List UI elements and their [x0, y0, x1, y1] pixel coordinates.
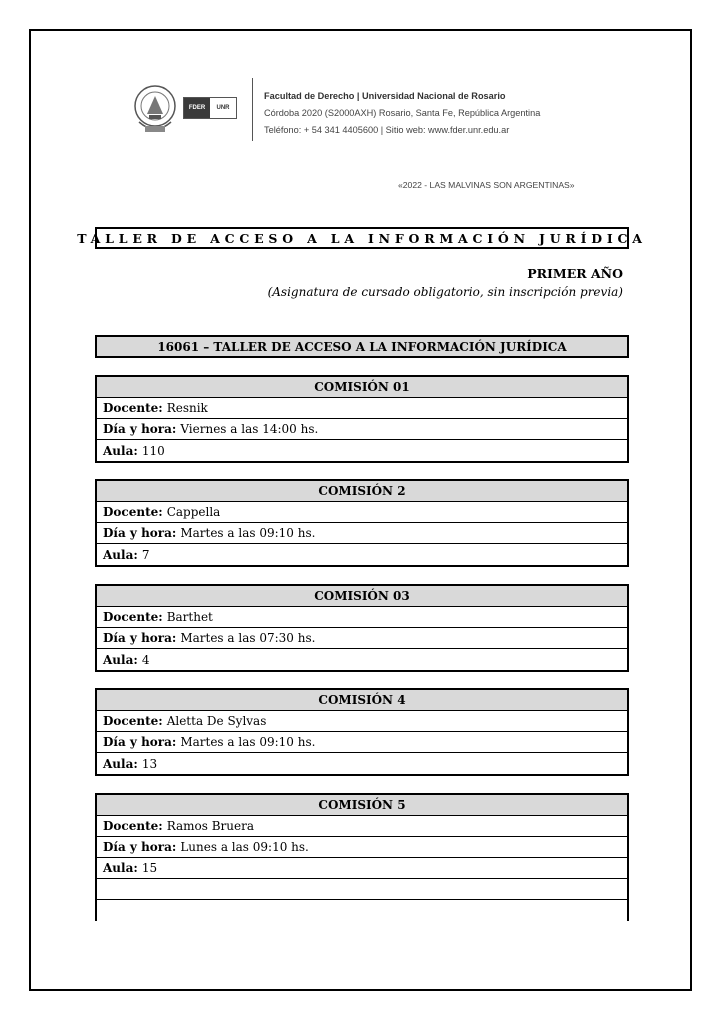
schedule-row	[97, 628, 627, 649]
subject-header: 16061 – TALLER DE ACCESO A LA INFORMACIÓN JURÍDICA	[95, 335, 629, 358]
schedule-value: Martes a las 07:30 hs.	[180, 631, 316, 645]
room-label: Aula:	[103, 547, 138, 562]
schedule-row	[97, 732, 627, 753]
room-label: Aula:	[103, 652, 138, 667]
schedule-row	[97, 419, 627, 440]
commission-table	[95, 793, 629, 921]
commission-name: COMISIÓN 01	[97, 377, 627, 398]
room-label: Aula:	[103, 861, 138, 875]
docente-label: Docente:	[103, 401, 163, 415]
commission-name: COMISIÓN 2	[97, 481, 627, 502]
docente-row	[97, 398, 627, 419]
room-label: Aula:	[103, 443, 138, 458]
room-value: 4	[141, 652, 150, 667]
room-row	[97, 544, 627, 565]
university-seal-icon	[133, 82, 177, 136]
schedule-label: Día y hora:	[103, 422, 177, 436]
docente-label: Docente:	[103, 505, 163, 519]
commission-name: COMISIÓN 4	[97, 690, 627, 711]
schedule-row	[97, 837, 627, 858]
docente-label: Docente:	[103, 819, 163, 833]
year-label: PRIMER AÑO	[527, 266, 623, 281]
fder-unr-logo	[183, 97, 237, 119]
schedule-label: Día y hora:	[103, 735, 177, 749]
institution-address: Córdoba 2020 (S2000AXH) Rosario, Santa Fe, República Argentina	[264, 108, 541, 118]
schedule-value: Viernes a las 14:00 hs.	[180, 422, 319, 436]
fder-logo-text: FDER	[184, 98, 210, 118]
schedule-value: Lunes a las 09:10 hs.	[180, 840, 309, 854]
header-divider	[252, 78, 253, 141]
schedule-value: Martes a las 09:10 hs.	[180, 735, 316, 749]
commission-name: COMISIÓN 5	[97, 795, 627, 816]
commission-name: COMISIÓN 03	[97, 586, 627, 607]
letterhead	[133, 78, 593, 148]
institution-contact: Teléfono: + 54 341 4405600 | Sitio web: www.fder.unr.edu.ar	[264, 125, 510, 135]
motto: «2022 - LAS MALVINAS SON ARGENTINAS»	[398, 180, 575, 190]
commission-table	[95, 688, 629, 776]
room-row	[97, 649, 627, 670]
unr-logo-text: UNR	[216, 105, 230, 111]
room-row	[97, 753, 627, 774]
room-value: 13	[141, 756, 158, 771]
schedule-value: Martes a las 09:10 hs.	[180, 526, 316, 540]
room-label: Aula:	[103, 756, 138, 771]
docente-row	[97, 607, 627, 628]
docente-value: Ramos Bruera	[166, 819, 255, 833]
schedule-label: Día y hora:	[103, 631, 177, 645]
schedule-label: Día y hora:	[103, 526, 177, 540]
room-value: 15	[141, 861, 158, 875]
room-value: 7	[141, 547, 150, 562]
room-row	[97, 858, 627, 879]
docente-row	[97, 711, 627, 732]
room-value: 110	[141, 443, 165, 458]
commission-table	[95, 584, 629, 672]
document-title: TALLER DE ACCESO A LA INFORMACIÓN JURÍDICA	[95, 227, 629, 249]
commission-table	[95, 479, 629, 567]
subject-note: (Asignatura de cursado obligatorio, sin inscripción previa)	[267, 285, 623, 299]
docente-value: Resnik	[166, 401, 208, 415]
schedule-label: Día y hora:	[103, 840, 177, 854]
schedule-row	[97, 523, 627, 544]
institution-info	[264, 88, 540, 139]
docente-label: Docente:	[103, 610, 163, 624]
commission-table	[95, 375, 629, 463]
docente-row	[97, 816, 627, 837]
docente-value: Cappella	[166, 505, 221, 519]
docente-row	[97, 502, 627, 523]
docente-value: Aletta De Sylvas	[166, 714, 267, 728]
docente-label: Docente:	[103, 714, 163, 728]
institution-name: Facultad de Derecho | Universidad Nacional de Rosario	[264, 91, 506, 101]
room-row	[97, 440, 627, 461]
docente-value: Barthet	[166, 610, 213, 624]
empty-row	[97, 879, 627, 900]
